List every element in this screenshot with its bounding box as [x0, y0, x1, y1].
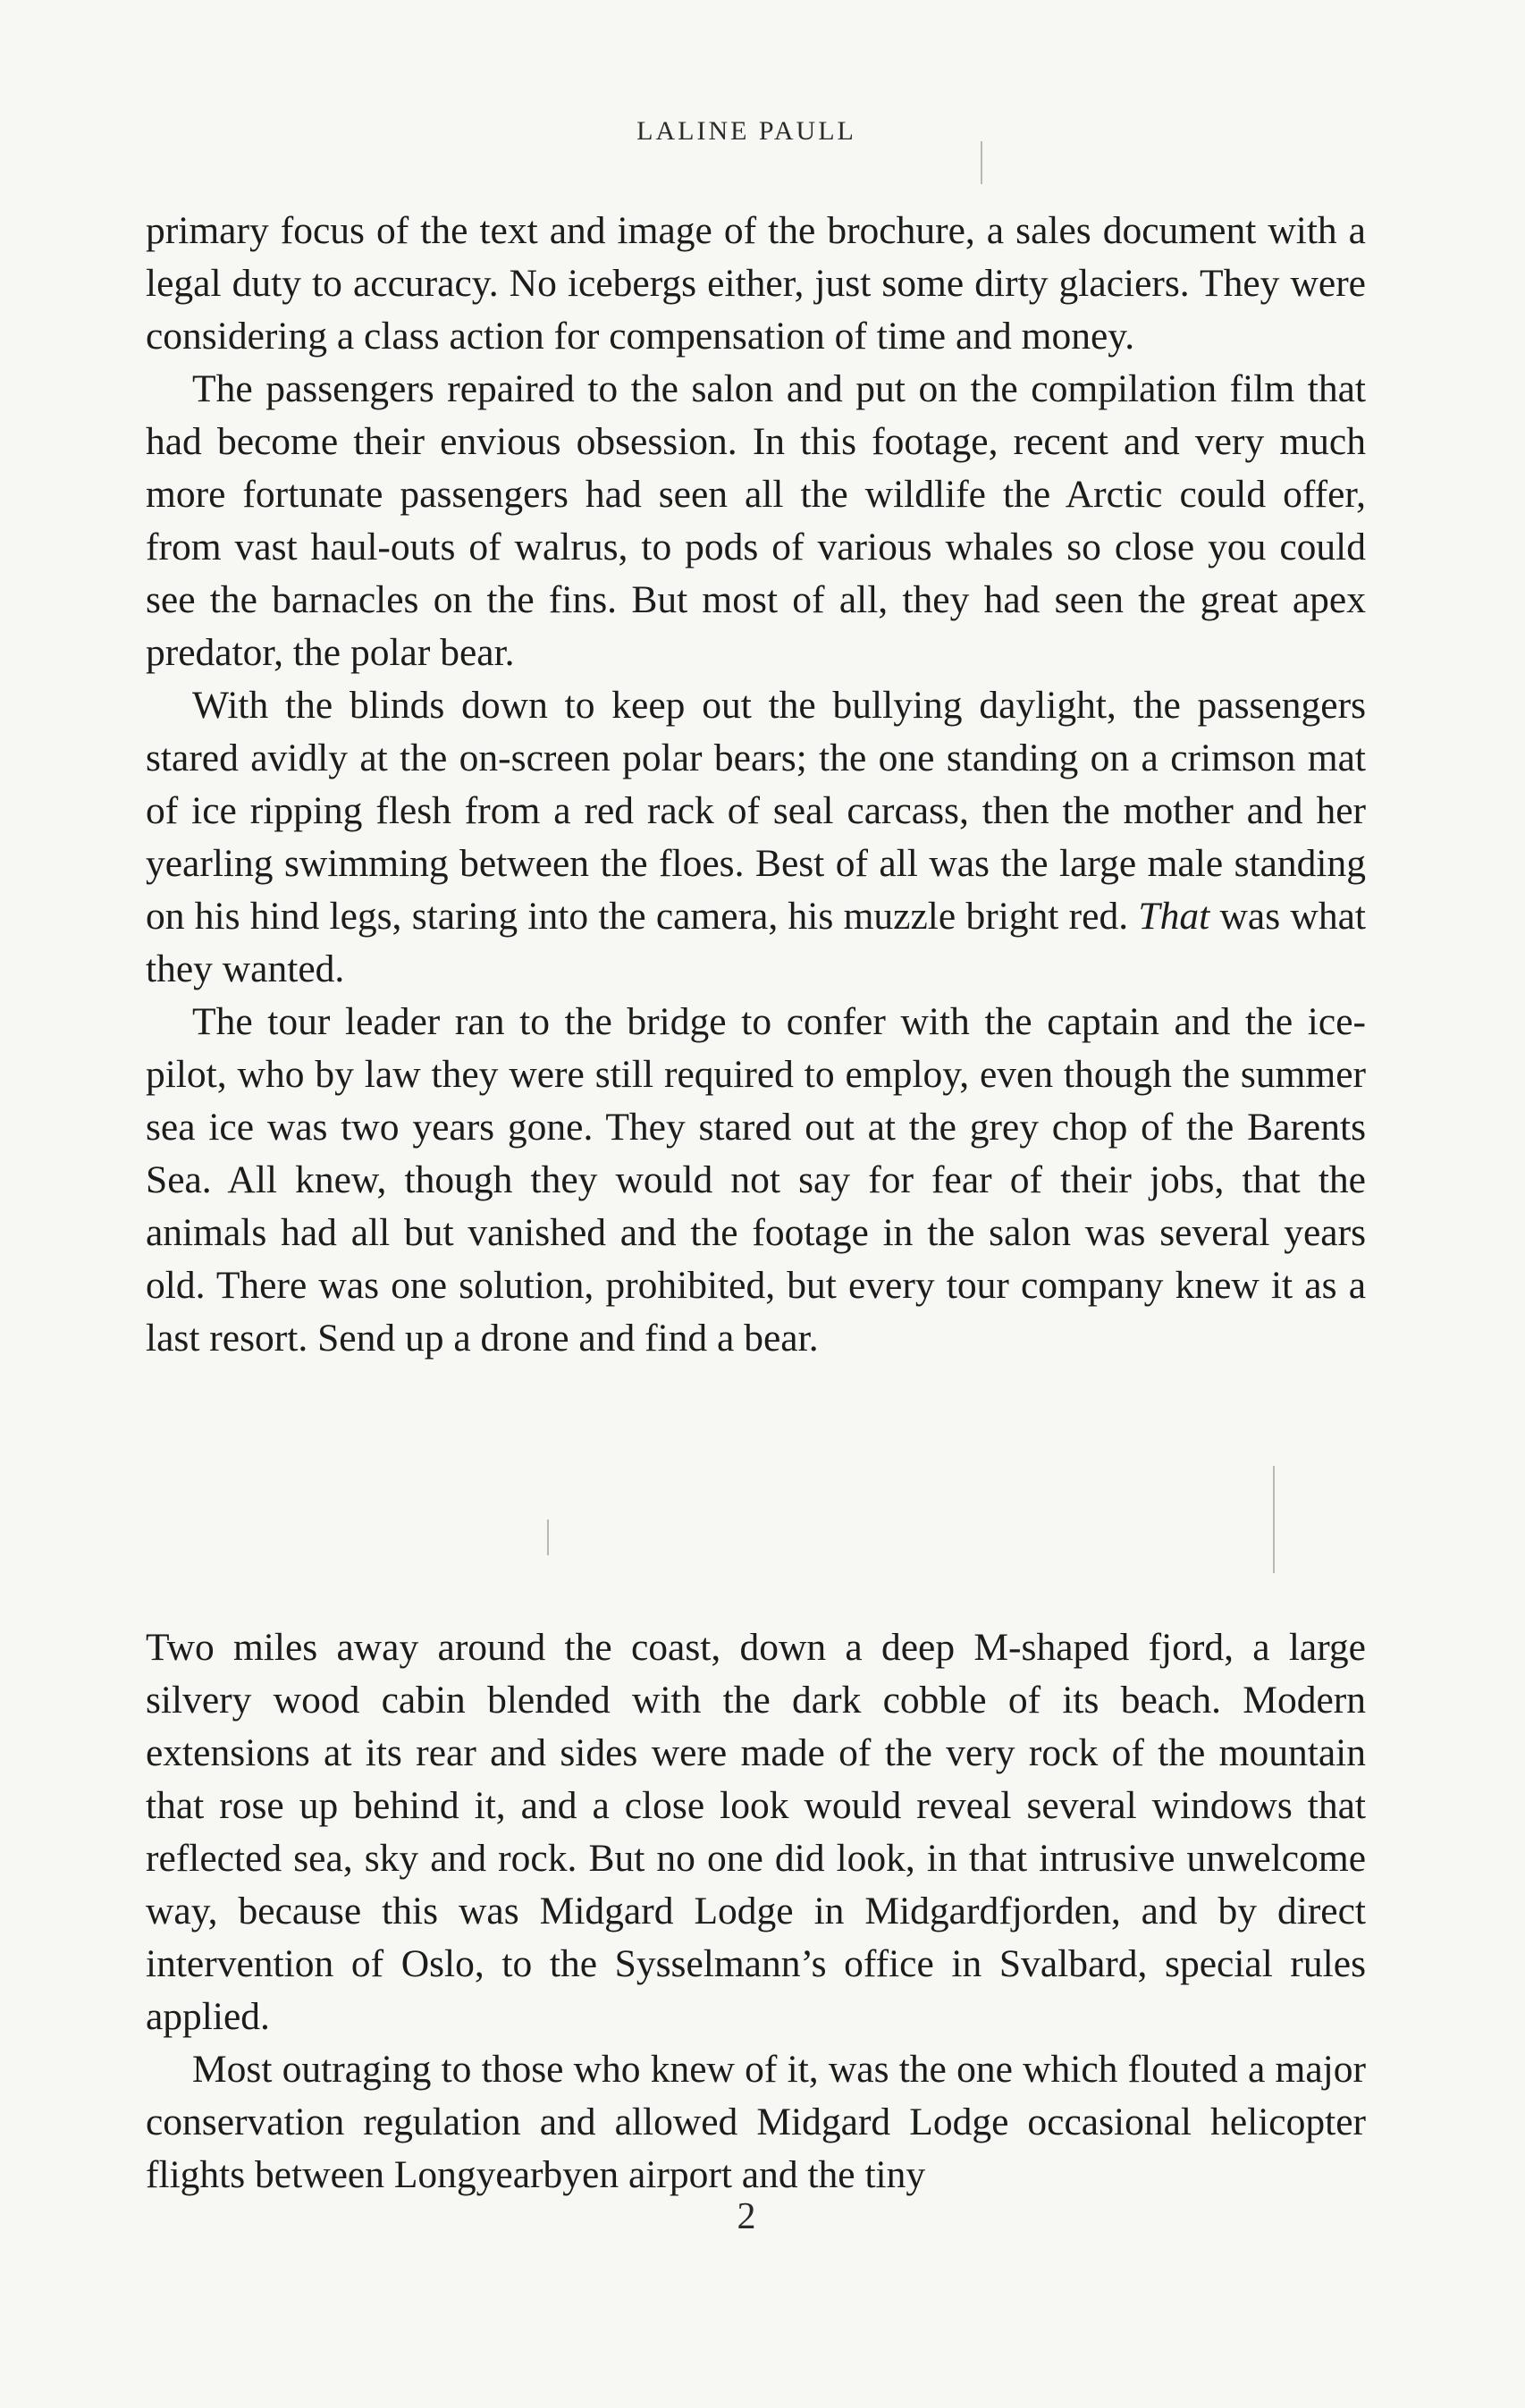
scan-artifact-line — [1273, 1466, 1275, 1573]
paragraph: Most outraging to those who knew of it, was the one which flouted a major conservation regulation and allowed Midgard Lodge occasional helicopter flights between Longyearbyen airport and the tiny — [146, 2048, 1366, 2196]
paragraph-continued: primary focus of the text and image of the brochure, a sales document with a legal duty to accuracy. No icebergs either, just some dirty glaciers. They were considering a class action for compensation of time and money. — [146, 209, 1366, 358]
paragraph — [146, 679, 1366, 996]
emphasized-word: That — [1138, 895, 1210, 938]
running-head-author: LALINE PAULL — [636, 116, 856, 146]
scan-artifact-line — [547, 1520, 549, 1555]
section-opening-paragraph: Two miles away around the coast, down a deep M-shaped fjord, a large silvery wood cabin blended with the dark cobble of its beach. Modern extensions at its rear and sides were made of the very rock of the mountain that rose up behind it, and a close look would reveal several windows that reflected sea, sky and rock. But no one did look, in that intrusive unwelcome way, because this was Midgard Lodge in Midgardfjorden, and by direct intervention of Oslo, to the Sysselmann’s office in Svalbard, special rules applied. — [146, 1626, 1366, 2038]
paragraph: The passengers repaired to the salon and put on the compilation film that had become their envious obsession. In this footage, recent and very much more fortunate passengers had seen all the wildlife the Arctic could offer, from vast haul-outs of walrus, to pods of various whales so close you could see the barnacles on the fins. But most of all, they had seen the great apex predator, the polar bear. — [146, 367, 1366, 674]
paragraph-text: With the blinds down to keep out the bullying daylight, the passengers stared avidly at the on-screen polar bears; the one standing on a crimson mat of ice ripping flesh from a red rack of seal carcass, then the mother and her yearling swimming between the floes. Best of all was the large male standing on his hind legs, staring into the camera, his muzzle bright red. — [146, 684, 1366, 938]
section-one-text — [146, 205, 1366, 1365]
page-number: 2 — [737, 2196, 756, 2237]
paragraph-text: was what they wanted. — [146, 895, 1366, 990]
scan-artifact-line — [981, 141, 982, 184]
paragraph: The tour leader ran to the bridge to confer with the captain and the ice-pilot, who by law they were still required to employ, even though the summer sea ice was two years gone. They stared out at the grey chop of the Barents Sea. All knew, though they would not say for fear of their jobs, that the animals had all but vanished and the footage in the salon was several years old. There was one solution, prohibited, but every tour company knew it as a last resort. Send up a drone and find a bear. — [146, 1000, 1366, 1360]
section-two-text — [146, 1621, 1366, 2202]
